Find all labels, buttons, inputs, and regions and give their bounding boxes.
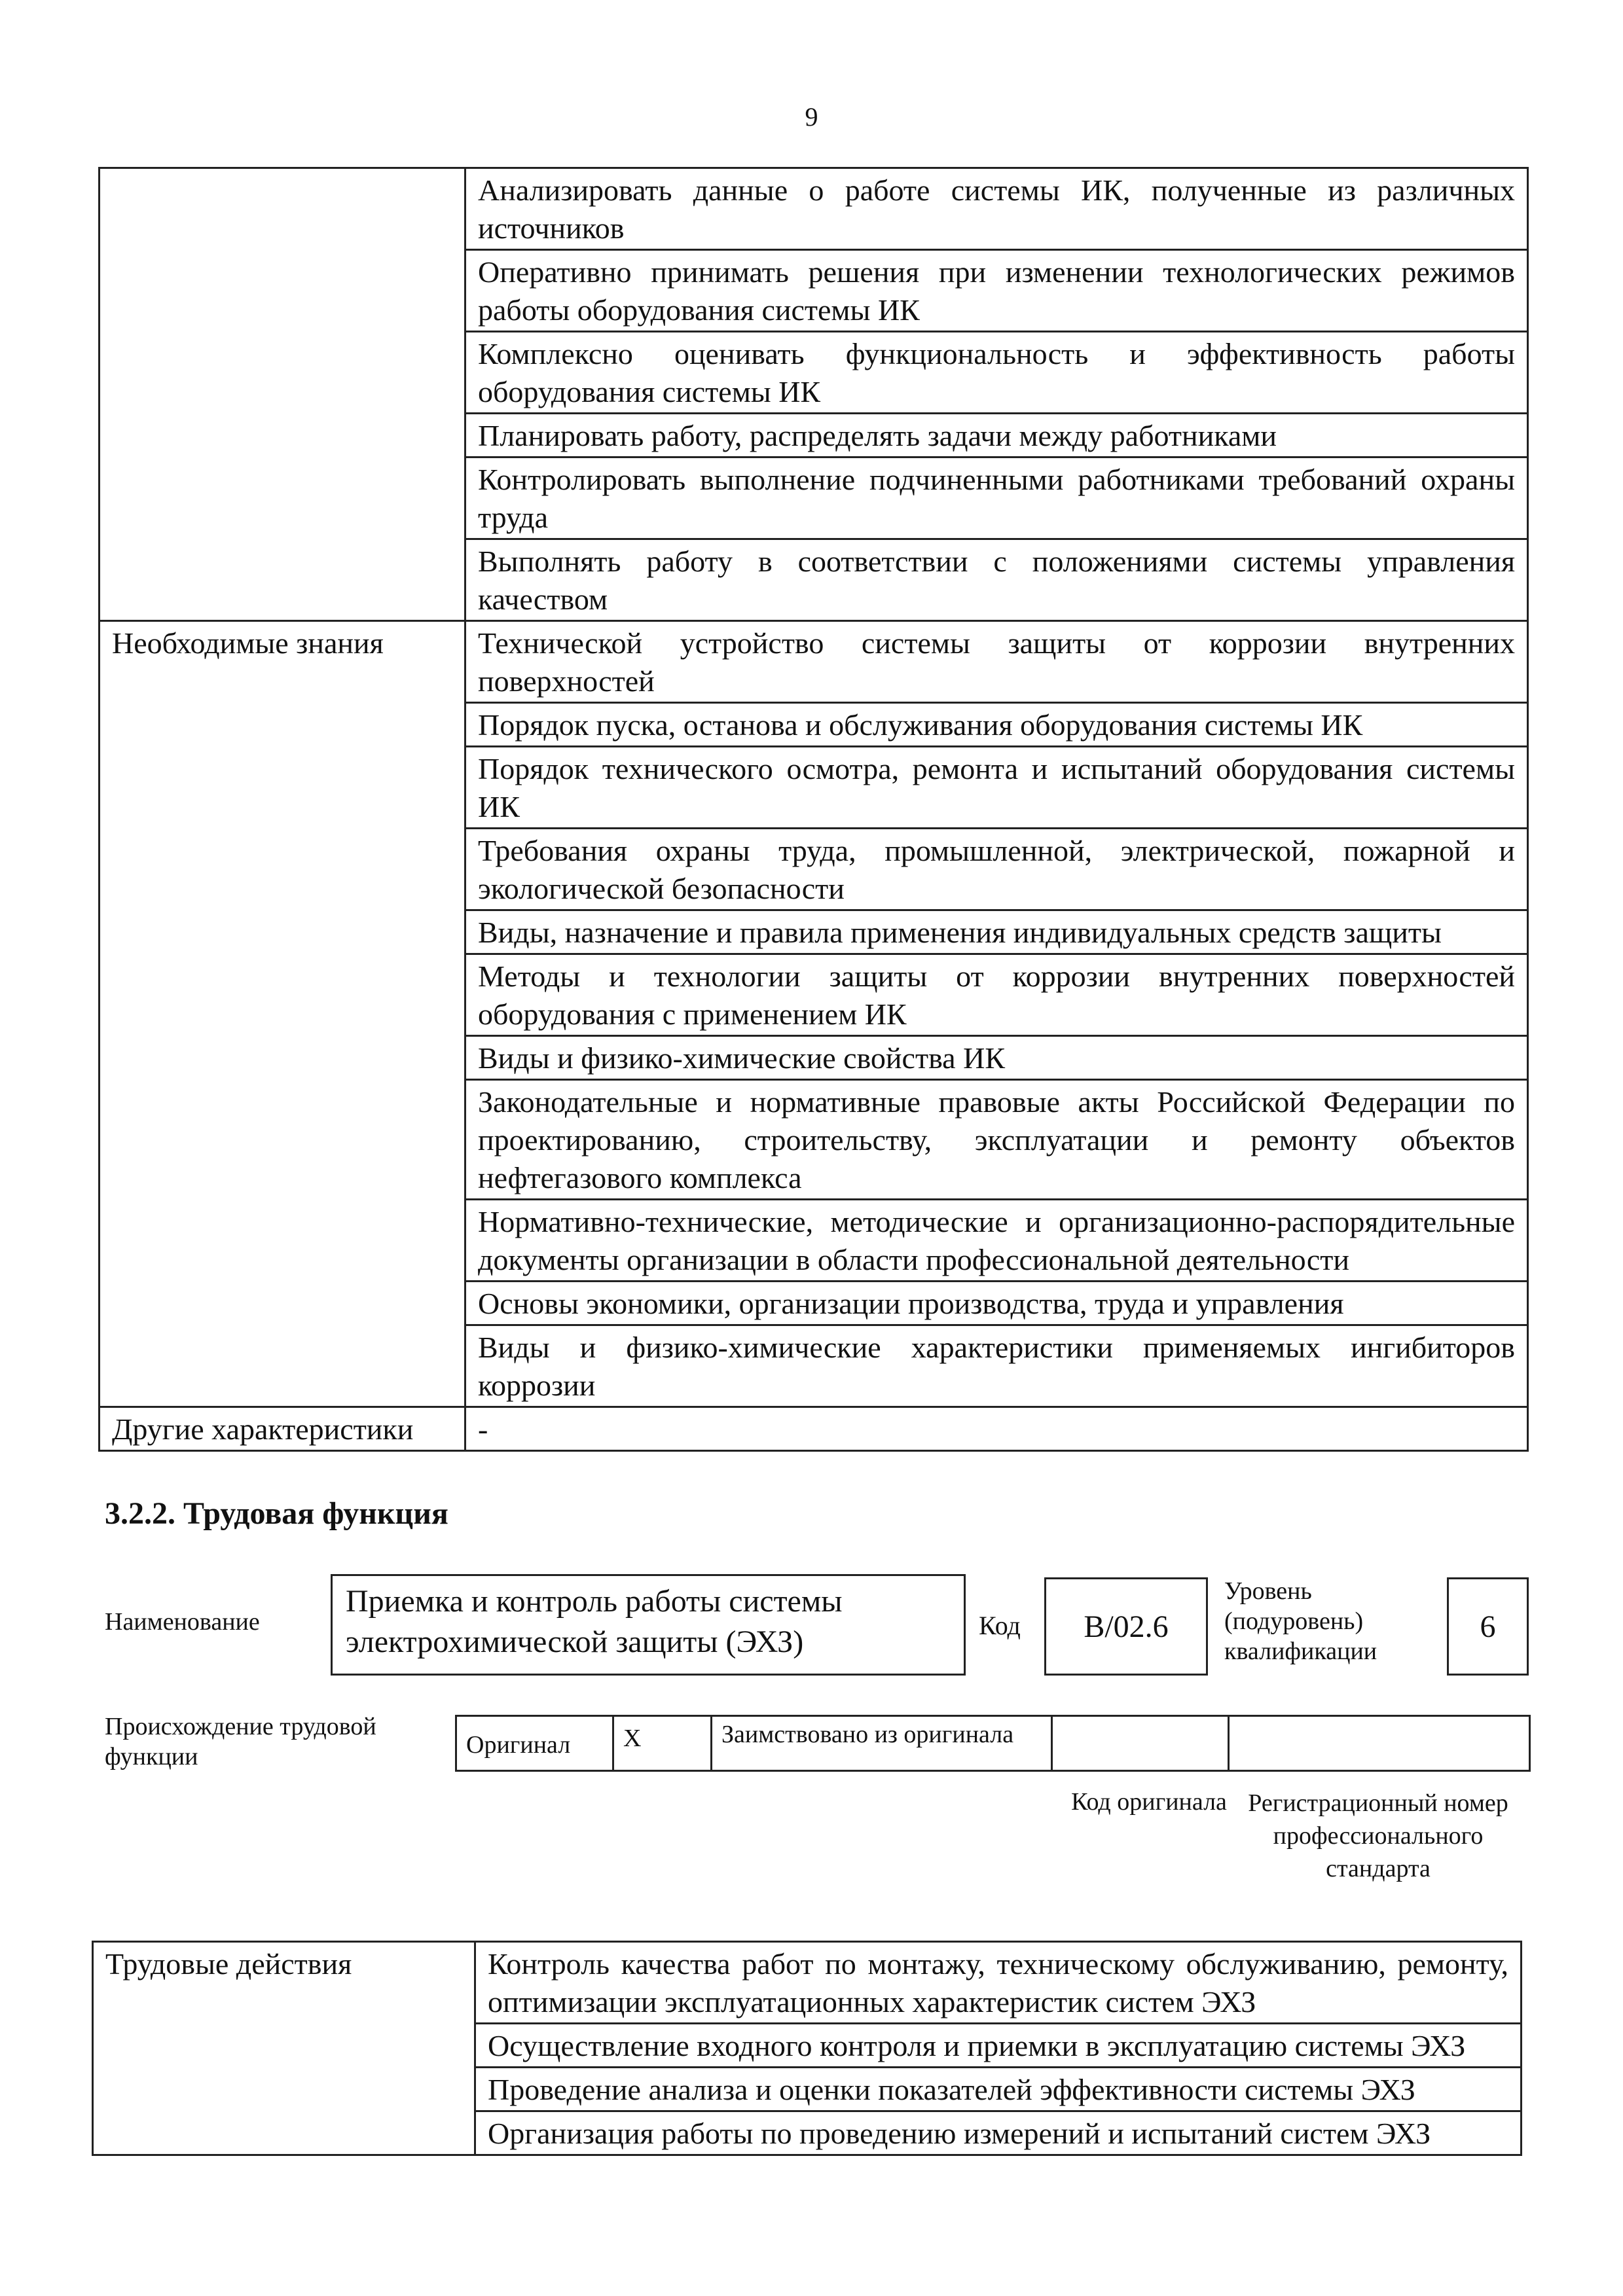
- knowledge-item: Виды и физико-химические характеристики применяемых ингибиторов коррозии: [465, 1325, 1528, 1407]
- other-characteristics-label: Другие характеристики: [100, 1407, 465, 1451]
- original-code-caption: Код оригинала: [1071, 1788, 1227, 1816]
- table-row: [100, 1407, 1528, 1451]
- origin-table: [455, 1715, 1531, 1772]
- skill-item: Оперативно принимать решения при изменении технологических режимов работы оборудования системы ИК: [465, 250, 1528, 332]
- knowledge-item: Методы и технологии защиты от коррозии внутренних поверхностей оборудования с применением ИК: [465, 954, 1528, 1036]
- work-actions-table: [92, 1941, 1522, 2156]
- work-action-item: Контроль качества работ по монтажу, техническому обслуживанию, ремонту, оптимизации эксплуатационных характеристик систем ЭХЗ: [475, 1942, 1522, 2024]
- name-label: Наименование: [105, 1608, 260, 1636]
- section-title: 3.2.2. Трудовая функция: [105, 1496, 448, 1531]
- skills-knowledge-table: [98, 167, 1529, 1452]
- skill-item: Планировать работу, распределять задачи между работниками: [465, 414, 1528, 457]
- skill-item: Контролировать выполнение подчиненными работниками требований охраны труда: [465, 457, 1528, 539]
- knowledge-item: Основы экономики, организации производства, труда и управления: [465, 1282, 1528, 1325]
- code-label: Код: [979, 1611, 1021, 1640]
- original-label: Оригинал: [456, 1716, 613, 1771]
- registration-number-caption: Регистрационный номер профессионального стандарта: [1248, 1789, 1508, 1882]
- table-row: [456, 1716, 1530, 1771]
- work-action-item: Проведение анализа и оценки показателей эффективности системы ЭХЗ: [475, 2068, 1522, 2111]
- table-row: [100, 168, 1528, 250]
- skills-label-cell: [100, 168, 465, 621]
- knowledge-item: Технической устройство системы защиты от коррозии внутренних поверхностей: [465, 621, 1528, 703]
- work-action-item: Организация работы по проведению измерений и испытаний систем ЭХЗ: [475, 2111, 1522, 2155]
- page-number: 9: [805, 102, 818, 132]
- knowledge-item: Нормативно-технические, методические и организационно-распорядительные документы организации в области профессиональной деятельности: [465, 1200, 1528, 1282]
- work-action-item: Осуществление входного контроля и приемки в эксплуатацию системы ЭХЗ: [475, 2024, 1522, 2068]
- skill-item: Комплексно оценивать функциональность и эффективность работы оборудования системы ИК: [465, 332, 1528, 414]
- qualification-level-label: Уровень (подуровень) квалификации: [1224, 1577, 1377, 1665]
- original-mark: X: [613, 1716, 712, 1771]
- knowledge-label: Необходимые знания: [100, 621, 465, 1407]
- knowledge-item: Виды и физико-химические свойства ИК: [465, 1036, 1528, 1080]
- knowledge-item: Законодательные и нормативные правовые акты Российской Федерации по проектированию, строительству, эксплуатации и ремонту объектов нефтегазового комплекса: [465, 1080, 1528, 1200]
- skill-item: Выполнять работу в соответствии с положениями системы управления качеством: [465, 539, 1528, 621]
- table-row: [100, 621, 1528, 703]
- knowledge-item: Виды, назначение и правила применения индивидуальных средств защиты: [465, 910, 1528, 954]
- function-name-box: Приемка и контроль работы системы электрохимической защиты (ЭХЗ): [331, 1574, 966, 1676]
- origin-label: Происхождение трудовой функции: [105, 1713, 376, 1770]
- work-actions-label: Трудовые действия: [93, 1942, 475, 2155]
- function-code-box: B/02.6: [1044, 1577, 1208, 1676]
- knowledge-item: Порядок технического осмотра, ремонта и испытаний оборудования системы ИК: [465, 747, 1528, 829]
- knowledge-item: Порядок пуска, останова и обслуживания оборудования системы ИК: [465, 703, 1528, 747]
- knowledge-item: Требования охраны труда, промышленной, электрической, пожарной и экологической безопасности: [465, 829, 1528, 910]
- skill-item: Анализировать данные о работе системы ИК, полученные из различных источников: [465, 168, 1528, 250]
- original-code-cell: [1052, 1716, 1229, 1771]
- registration-number-cell: [1229, 1716, 1530, 1771]
- other-characteristics-value: -: [465, 1407, 1528, 1451]
- table-row: [93, 1942, 1522, 2024]
- qualification-level-box: 6: [1447, 1577, 1529, 1676]
- borrowed-label: Заимствовано из оригинала: [712, 1716, 1052, 1771]
